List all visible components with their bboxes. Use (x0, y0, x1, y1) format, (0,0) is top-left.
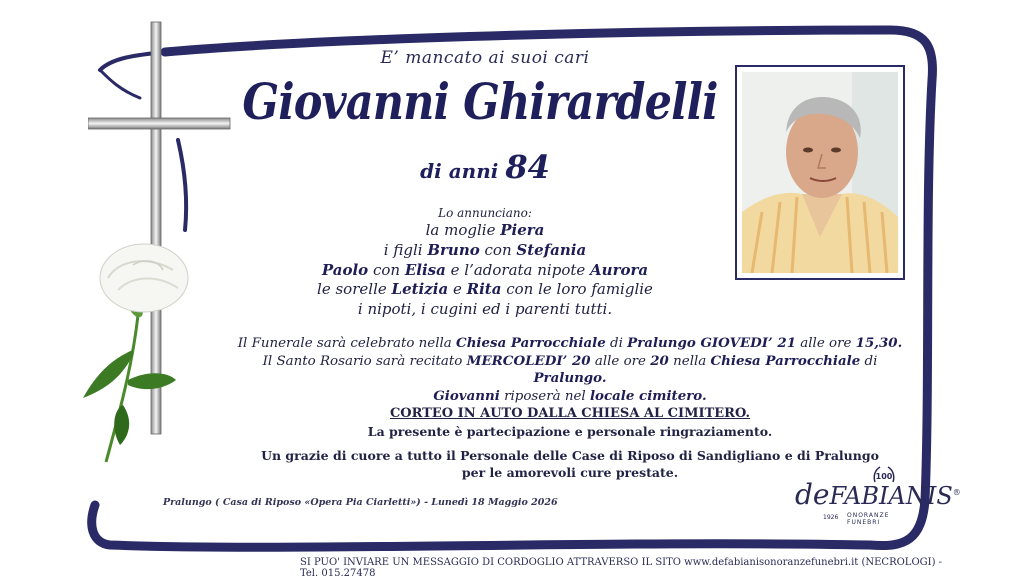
age-value: 84 (505, 148, 550, 186)
place-date: Pralungo ( Casa di Riposo «Opera Pia Ciarletti») - Lunedì 18 Maggio 2026 (163, 497, 558, 508)
burial-line: Giovanni riposerà nel locale cimitero. (433, 387, 707, 404)
badge-text: 100 (875, 472, 893, 481)
logo-subtitle: ONORANZE FUNEBRI (847, 512, 890, 526)
white-rose-icon (78, 240, 198, 470)
rosary-line: Il Santo Rosario sarà recitato MERCOLEDI’ 20 alle ore 20 nella Chiesa Parrocchiale di Pralungo. (262, 352, 878, 386)
announce-line: i figli Bruno con Stefania (383, 240, 587, 259)
funeral-line: Il Funerale sarà celebrato nella Chiesa Parrocchiale di Pralungo GIOVEDI’ 21 alle ore 15,30. (237, 335, 903, 351)
footer-note: SI PUO' INVIARE UN MESSAGGIO DI CORDOGLIO ATTRAVERSO IL SITO www.defabianisonoranzefunebri.it (NECROLOGI) - Tel. 015.27478 (300, 557, 943, 579)
announce-line: la moglie Piera (425, 221, 545, 239)
portrait-photo (735, 65, 905, 280)
thanks-line: La presente è partecipazione e personale ringraziamento. (367, 424, 773, 439)
age-line (230, 148, 740, 186)
announce-line: Paolo con Elisa e l’adorata nipote Aurora (321, 260, 649, 279)
anniversary-badge-icon (871, 464, 897, 490)
corteo-line: CORTEO IN AUTO DALLA CHIESA AL CIMITERO. (389, 406, 751, 421)
intro-line: E’ mancato ai suoi cari (380, 48, 590, 68)
logo-year: 1926 (823, 514, 839, 521)
gratitude-line: per le amorevoli cure prestate. (461, 465, 679, 480)
gratitude-line: Un grazie di cuore a tutto il Personale delle Case di Riposo di Sandigliano e di Pralungo (261, 448, 879, 463)
logo-wordmark: deFABIANIS® (795, 478, 961, 511)
announce-line: i nipoti, i cugini ed i parenti tutti. (357, 300, 613, 319)
deceased-name: Giovanni Ghirardelli (242, 72, 718, 131)
age-prefix: di anni (420, 159, 499, 183)
funeral-details (230, 335, 910, 423)
announce-heading: Lo annunciano: (438, 206, 532, 220)
announce-line: le sorelle Letizia e Rita con le loro famiglie (317, 280, 653, 299)
funeral-home-logo (795, 462, 961, 527)
announcement-block (230, 205, 740, 320)
